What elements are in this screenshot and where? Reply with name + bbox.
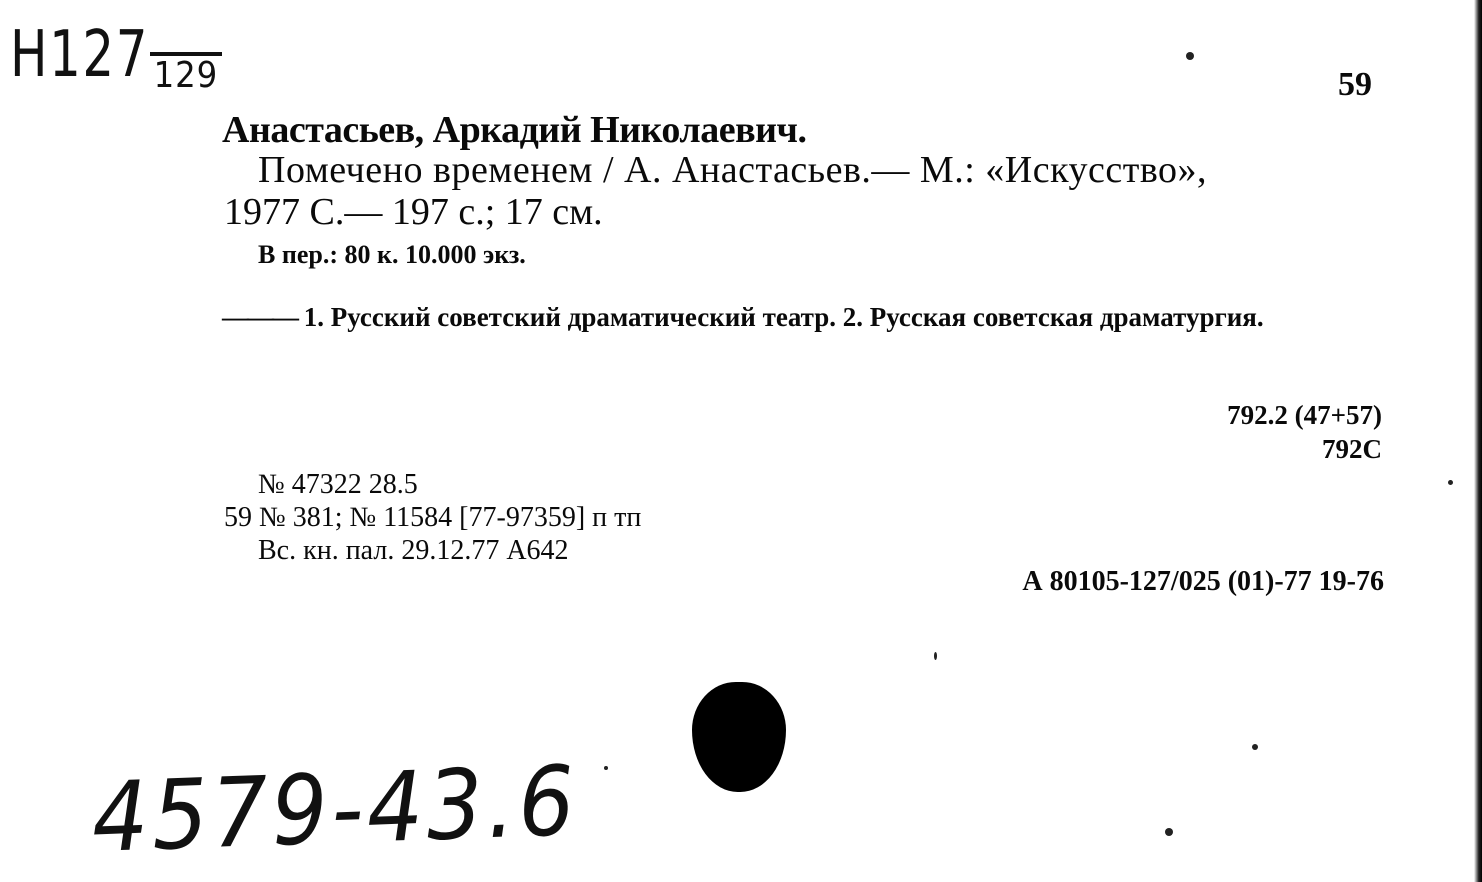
publisher-code: А 80105-127/025 (01)-77 19-76 bbox=[1022, 566, 1384, 597]
shelf-mark-sub: 129 bbox=[150, 52, 222, 96]
print-info bbox=[224, 468, 641, 567]
author-heading: Анастасьев, Аркадий Николаевич. bbox=[222, 109, 807, 151]
speck bbox=[1448, 480, 1453, 485]
shelf-mark: Н127 bbox=[10, 18, 150, 92]
bbk-index: 792С bbox=[1322, 434, 1382, 464]
card-edge-shadow bbox=[1474, 0, 1482, 882]
classification-block bbox=[1227, 398, 1382, 466]
card-registration: 59 № 381; № 11584 [77-97359] п тп bbox=[224, 502, 642, 533]
price-and-print-run: В пер.: 80 к. 10.000 экз. bbox=[258, 240, 526, 269]
speck bbox=[1252, 744, 1258, 750]
speck bbox=[604, 766, 608, 770]
publication-details: 1977 С.— 197 с.; 17 см. bbox=[224, 191, 603, 233]
udc-index: 792.2 (47+57) bbox=[1227, 400, 1382, 430]
speck bbox=[1165, 828, 1173, 836]
title-statement: Помечено временем / А. Анастасьев.— М.: «Искусство», bbox=[258, 149, 1208, 191]
subject-headings bbox=[222, 302, 1384, 332]
speck bbox=[1186, 52, 1194, 60]
order-number: № 47322 28.5 bbox=[258, 469, 418, 500]
subject-dash: ——— bbox=[222, 302, 297, 332]
subject-text: 1. Русский советский драматический театр. 2. Русская советская драматургия. bbox=[303, 302, 1264, 332]
card-punch-hole bbox=[692, 682, 786, 792]
inventory-number: 4579-43.6 bbox=[90, 745, 581, 874]
book-chamber-info: Вс. кн. пал. 29.12.77 А642 bbox=[258, 535, 569, 566]
speck bbox=[934, 652, 937, 660]
card-number: 59 bbox=[1338, 66, 1372, 103]
